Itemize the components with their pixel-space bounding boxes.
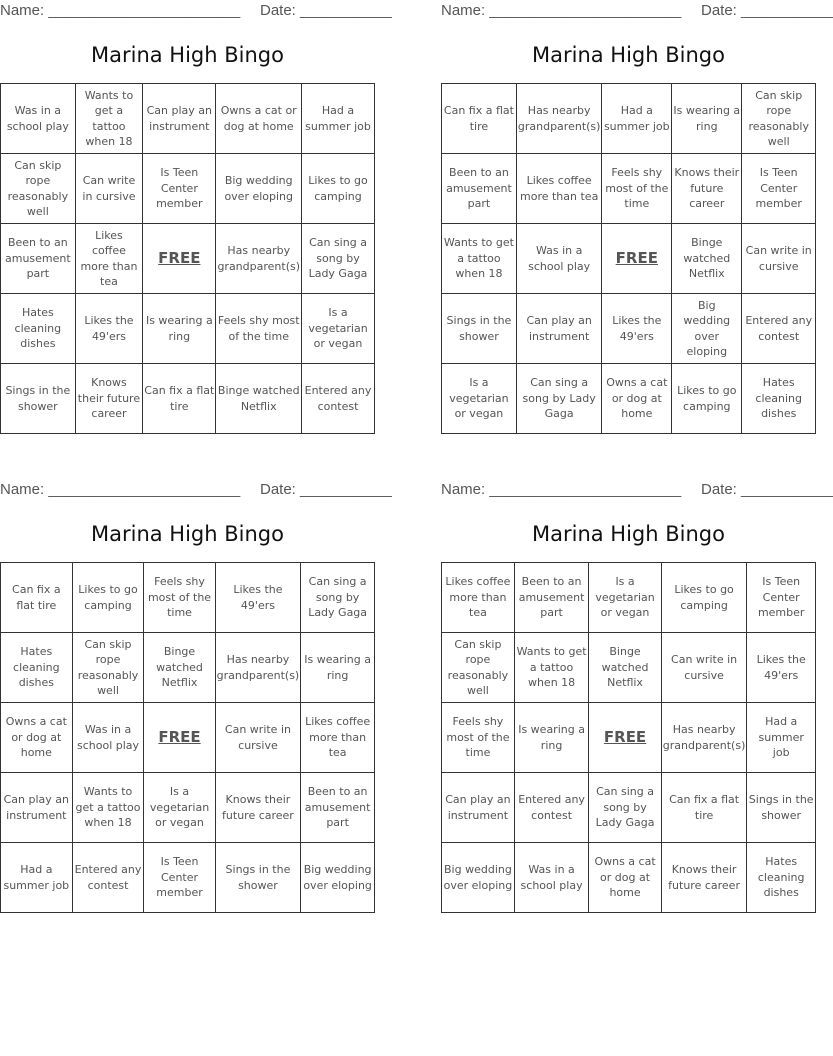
bingo-row [1, 224, 375, 294]
bingo-cell: Likes coffee more than tea [301, 703, 375, 773]
bingo-cell: Big wedding over eloping [301, 843, 375, 913]
card-header [0, 0, 392, 22]
bingo-cell: Can skip rope reasonably well [742, 84, 816, 154]
bingo-cell: Is wearing a ring [672, 84, 742, 154]
card-header [0, 479, 392, 501]
bingo-grid [0, 562, 375, 913]
date-field-label: Date: ___________ [701, 2, 833, 19]
bingo-cell: Binge watched Netflix [216, 364, 302, 434]
bingo-cell: Was in a school play [1, 84, 76, 154]
bingo-cell: Can sing a song by Lady Gaga [589, 773, 662, 843]
bingo-row [442, 154, 816, 224]
bingo-card [0, 479, 392, 900]
bingo-cell: Big wedding over eloping [442, 843, 515, 913]
bingo-cell: Is a vegetarian or vegan [302, 294, 375, 364]
bingo-row [1, 703, 375, 773]
bingo-grid [0, 83, 375, 434]
date-field-label: Date: ___________ [260, 481, 392, 498]
card-title: Marina High Bingo [532, 522, 725, 546]
bingo-cell: Wants to get a tattoo when 18 [514, 633, 588, 703]
bingo-cell: Can play an instrument [442, 773, 515, 843]
card-title: Marina High Bingo [532, 43, 725, 67]
bingo-cell: Binge watched Netflix [144, 633, 215, 703]
date-field-label: Date: ___________ [260, 2, 392, 19]
free-space-cell: FREE [144, 703, 215, 773]
bingo-cell: Likes to go camping [72, 563, 144, 633]
bingo-cell: Is a vegetarian or vegan [144, 773, 215, 843]
card-title: Marina High Bingo [91, 43, 284, 67]
bingo-cell: Owns a cat or dog at home [1, 703, 73, 773]
bingo-cell: Wants to get a tattoo when 18 [72, 773, 144, 843]
bingo-cell: Was in a school play [514, 843, 588, 913]
bingo-cell: Sings in the shower [215, 843, 301, 913]
free-space-cell: FREE [602, 224, 672, 294]
bingo-row [442, 843, 816, 913]
bingo-cell: Can skip rope reasonably well [1, 154, 76, 224]
bingo-cell: Likes coffee more than tea [442, 563, 515, 633]
bingo-card [0, 0, 392, 421]
free-space-cell: FREE [589, 703, 662, 773]
bingo-cell: Is a vegetarian or vegan [442, 364, 517, 434]
bingo-cell: Can play an instrument [143, 84, 216, 154]
bingo-cell: Can skip rope reasonably well [72, 633, 144, 703]
bingo-row [442, 224, 816, 294]
bingo-cell: Owns a cat or dog at home [602, 364, 672, 434]
bingo-cell: Entered any contest [742, 294, 816, 364]
bingo-cell: Hates cleaning dishes [1, 633, 73, 703]
bingo-cell: Likes the 49'ers [747, 633, 816, 703]
bingo-cell: Can play an instrument [1, 773, 73, 843]
bingo-row [442, 84, 816, 154]
bingo-cell: Feels shy most of the time [216, 294, 302, 364]
bingo-cell: Was in a school play [72, 703, 144, 773]
bingo-cell: Owns a cat or dog at home [589, 843, 662, 913]
bingo-row [1, 154, 375, 224]
bingo-cell: Wants to get a tattoo when 18 [442, 224, 517, 294]
bingo-cell: Had a summer job [302, 84, 375, 154]
bingo-grid [441, 83, 816, 434]
bingo-cell: Entered any contest [72, 843, 144, 913]
bingo-cell: Had a summer job [602, 84, 672, 154]
free-space-cell: FREE [143, 224, 216, 294]
bingo-cell: Likes coffee more than tea [75, 224, 143, 294]
bingo-cell: Can sing a song by Lady Gaga [516, 364, 602, 434]
bingo-row [1, 773, 375, 843]
card-header [441, 479, 833, 501]
bingo-row [442, 563, 816, 633]
bingo-cell: Can sing a song by Lady Gaga [301, 563, 375, 633]
bingo-cell: Likes coffee more than tea [516, 154, 602, 224]
bingo-cell: Can write in cursive [742, 224, 816, 294]
bingo-cell: Likes to go camping [661, 563, 747, 633]
bingo-cell: Has nearby grandparent(s) [216, 224, 302, 294]
bingo-row [442, 633, 816, 703]
bingo-cell: Can write in cursive [215, 703, 301, 773]
bingo-cell: Is wearing a ring [143, 294, 216, 364]
card-title: Marina High Bingo [91, 522, 284, 546]
bingo-cell: Been to an amusement part [1, 224, 76, 294]
bingo-cell: Been to an amusement part [442, 154, 517, 224]
bingo-cell: Owns a cat or dog at home [216, 84, 302, 154]
bingo-cell: Can sing a song by Lady Gaga [302, 224, 375, 294]
bingo-cell: Sings in the shower [442, 294, 517, 364]
bingo-cell: Was in a school play [516, 224, 602, 294]
bingo-row [1, 294, 375, 364]
bingo-cell: Likes to go camping [672, 364, 742, 434]
bingo-row [1, 563, 375, 633]
bingo-cell: Binge watched Netflix [589, 633, 662, 703]
card-header [441, 0, 833, 22]
bingo-cell: Sings in the shower [1, 364, 76, 434]
bingo-cell: Is Teen Center member [742, 154, 816, 224]
bingo-row [442, 703, 816, 773]
bingo-cell: Can play an instrument [516, 294, 602, 364]
bingo-cell: Big wedding over eloping [216, 154, 302, 224]
bingo-grid [441, 562, 816, 913]
bingo-cell: Feels shy most of the time [442, 703, 515, 773]
bingo-cell: Sings in the shower [747, 773, 816, 843]
bingo-row [442, 773, 816, 843]
bingo-cell: Knows their future career [215, 773, 301, 843]
bingo-cell: Hates cleaning dishes [1, 294, 76, 364]
bingo-row [1, 843, 375, 913]
bingo-cell: Is wearing a ring [514, 703, 588, 773]
bingo-card [441, 0, 833, 421]
bingo-cell: Wants to get a tattoo when 18 [75, 84, 143, 154]
bingo-cell: Feels shy most of the time [144, 563, 215, 633]
name-field-label: Name: _______________________ [0, 481, 241, 498]
bingo-row [442, 364, 816, 434]
bingo-cell: Is Teen Center member [144, 843, 215, 913]
bingo-cell: Had a summer job [1, 843, 73, 913]
bingo-cell: Knows their future career [661, 843, 747, 913]
name-field-label: Name: _______________________ [441, 481, 682, 498]
bingo-cell: Is wearing a ring [301, 633, 375, 703]
bingo-cell: Hates cleaning dishes [742, 364, 816, 434]
bingo-cell: Is Teen Center member [143, 154, 216, 224]
date-field-label: Date: ___________ [701, 481, 833, 498]
bingo-cell: Knows their future career [672, 154, 742, 224]
bingo-cell: Feels shy most of the time [602, 154, 672, 224]
bingo-cell: Can write in cursive [661, 633, 747, 703]
bingo-cell: Is Teen Center member [747, 563, 816, 633]
bingo-cell: Been to an amusement part [514, 563, 588, 633]
bingo-row [442, 294, 816, 364]
bingo-cell: Has nearby grandparent(s) [215, 633, 301, 703]
bingo-row [1, 364, 375, 434]
bingo-card [441, 479, 833, 900]
bingo-cell: Knows their future career [75, 364, 143, 434]
bingo-cell: Can skip rope reasonably well [442, 633, 515, 703]
name-field-label: Name: _______________________ [441, 2, 682, 19]
bingo-cell: Entered any contest [514, 773, 588, 843]
bingo-cell: Is a vegetarian or vegan [589, 563, 662, 633]
bingo-cell: Has nearby grandparent(s) [516, 84, 602, 154]
bingo-cell: Likes the 49'ers [75, 294, 143, 364]
bingo-cell: Can fix a flat tire [442, 84, 517, 154]
bingo-cell: Can fix a flat tire [1, 563, 73, 633]
bingo-row [1, 84, 375, 154]
bingo-cell: Had a summer job [747, 703, 816, 773]
name-field-label: Name: _______________________ [0, 2, 241, 19]
bingo-cell: Likes the 49'ers [602, 294, 672, 364]
bingo-cell: Can fix a flat tire [143, 364, 216, 434]
bingo-cell: Binge watched Netflix [672, 224, 742, 294]
bingo-row [1, 633, 375, 703]
bingo-cell: Entered any contest [302, 364, 375, 434]
bingo-cell: Can fix a flat tire [661, 773, 747, 843]
bingo-cell: Likes to go camping [302, 154, 375, 224]
bingo-cell: Has nearby grandparent(s) [661, 703, 747, 773]
bingo-cell: Likes the 49'ers [215, 563, 301, 633]
bingo-cell: Been to an amusement part [301, 773, 375, 843]
bingo-cell: Hates cleaning dishes [747, 843, 816, 913]
bingo-cell: Big wedding over eloping [672, 294, 742, 364]
bingo-cell: Can write in cursive [75, 154, 143, 224]
